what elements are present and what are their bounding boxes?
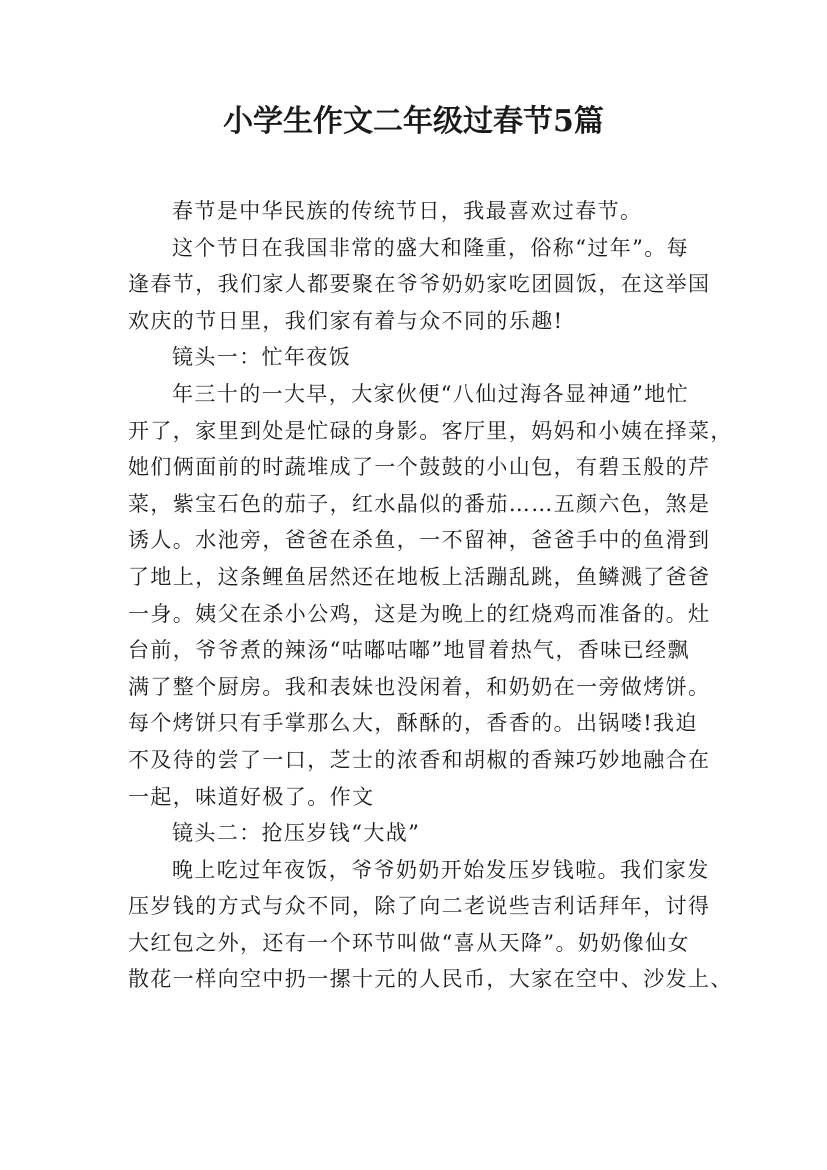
paragraph-line: 欢庆的节日里，我们家有着与众不同的乐趣! — [128, 308, 564, 333]
paragraph-line: 大红包之外，还有一个环节叫做“喜从天降”。奶奶像仙女 — [128, 930, 690, 955]
paragraph-line: 了地上，这条鲤鱼居然还在地板上活蹦乱跳，鱼鳞溅了爸爸 — [128, 564, 711, 589]
paragraph-line: 她们俩面前的时蔬堆成了一个鼓鼓的小山包，有碧玉般的芹 — [128, 455, 711, 480]
paragraph-line: 年三十的一大早，大家伙便“八仙过海各显神通”地忙 — [172, 381, 690, 406]
paragraph-line: 开了，家里到处是忙碌的身影。客厅里，妈妈和小姨在择菜， — [128, 418, 733, 443]
paragraph-line: 春节是中华民族的传统节日，我最喜欢过春节。 — [172, 199, 643, 223]
paragraph-line: 一身。姨父在杀小公鸡，这是为晚上的红烧鸡而准备的。灶 — [128, 601, 711, 626]
paragraph-line: 这个节日在我国非常的盛大和隆重，俗称“过年”。每 — [172, 235, 690, 260]
paragraph-line: 压岁钱的方式与众不同，除了向二老说些吉利话拜年，讨得 — [128, 894, 711, 919]
document-title: 小学生作文二年级过春节5篇 — [223, 104, 604, 139]
paragraph-line: 诱人。水池旁，爸爸在杀鱼，一不留神，爸爸手中的鱼滑到 — [128, 528, 711, 553]
paragraph-line: 不及待的尝了一口，芝士的浓香和胡椒的香辣巧妙地融合在 — [128, 747, 711, 772]
paragraph-line: 晚上吃过年夜饭，爷爷奶奶开始发压岁钱啦。我们家发 — [172, 857, 710, 882]
paragraph-line: 每个烤饼只有手掌那么大，酥酥的，香香的。出锅喽!我迫 — [128, 711, 698, 736]
paragraph-line: 散花一样向空中扔一摞十元的人民币，大家在空中、沙发上、 — [128, 967, 733, 992]
document-body — [128, 193, 733, 998]
paragraph-line: 菜，紫宝石色的茄子，红水晶似的番茄……五颜六色，煞是 — [128, 491, 711, 516]
paragraph-line: 一起，味道好极了。作文 — [128, 784, 375, 809]
section-heading: 镜头二：抢压岁钱“大战” — [172, 821, 421, 846]
section-heading: 镜头一：忙年夜饭 — [172, 345, 352, 370]
paragraph-line: 逢春节，我们家人都要聚在爷爷奶奶家吃团圆饭，在这举国 — [128, 272, 711, 297]
paragraph-line: 满了整个厨房。我和表妹也没闲着，和奶奶在一旁做烤饼。 — [128, 674, 711, 699]
paragraph-line: 台前，爷爷煮的辣汤“咕嘟咕嘟”地冒着热气，香味已经飘 — [128, 638, 690, 663]
